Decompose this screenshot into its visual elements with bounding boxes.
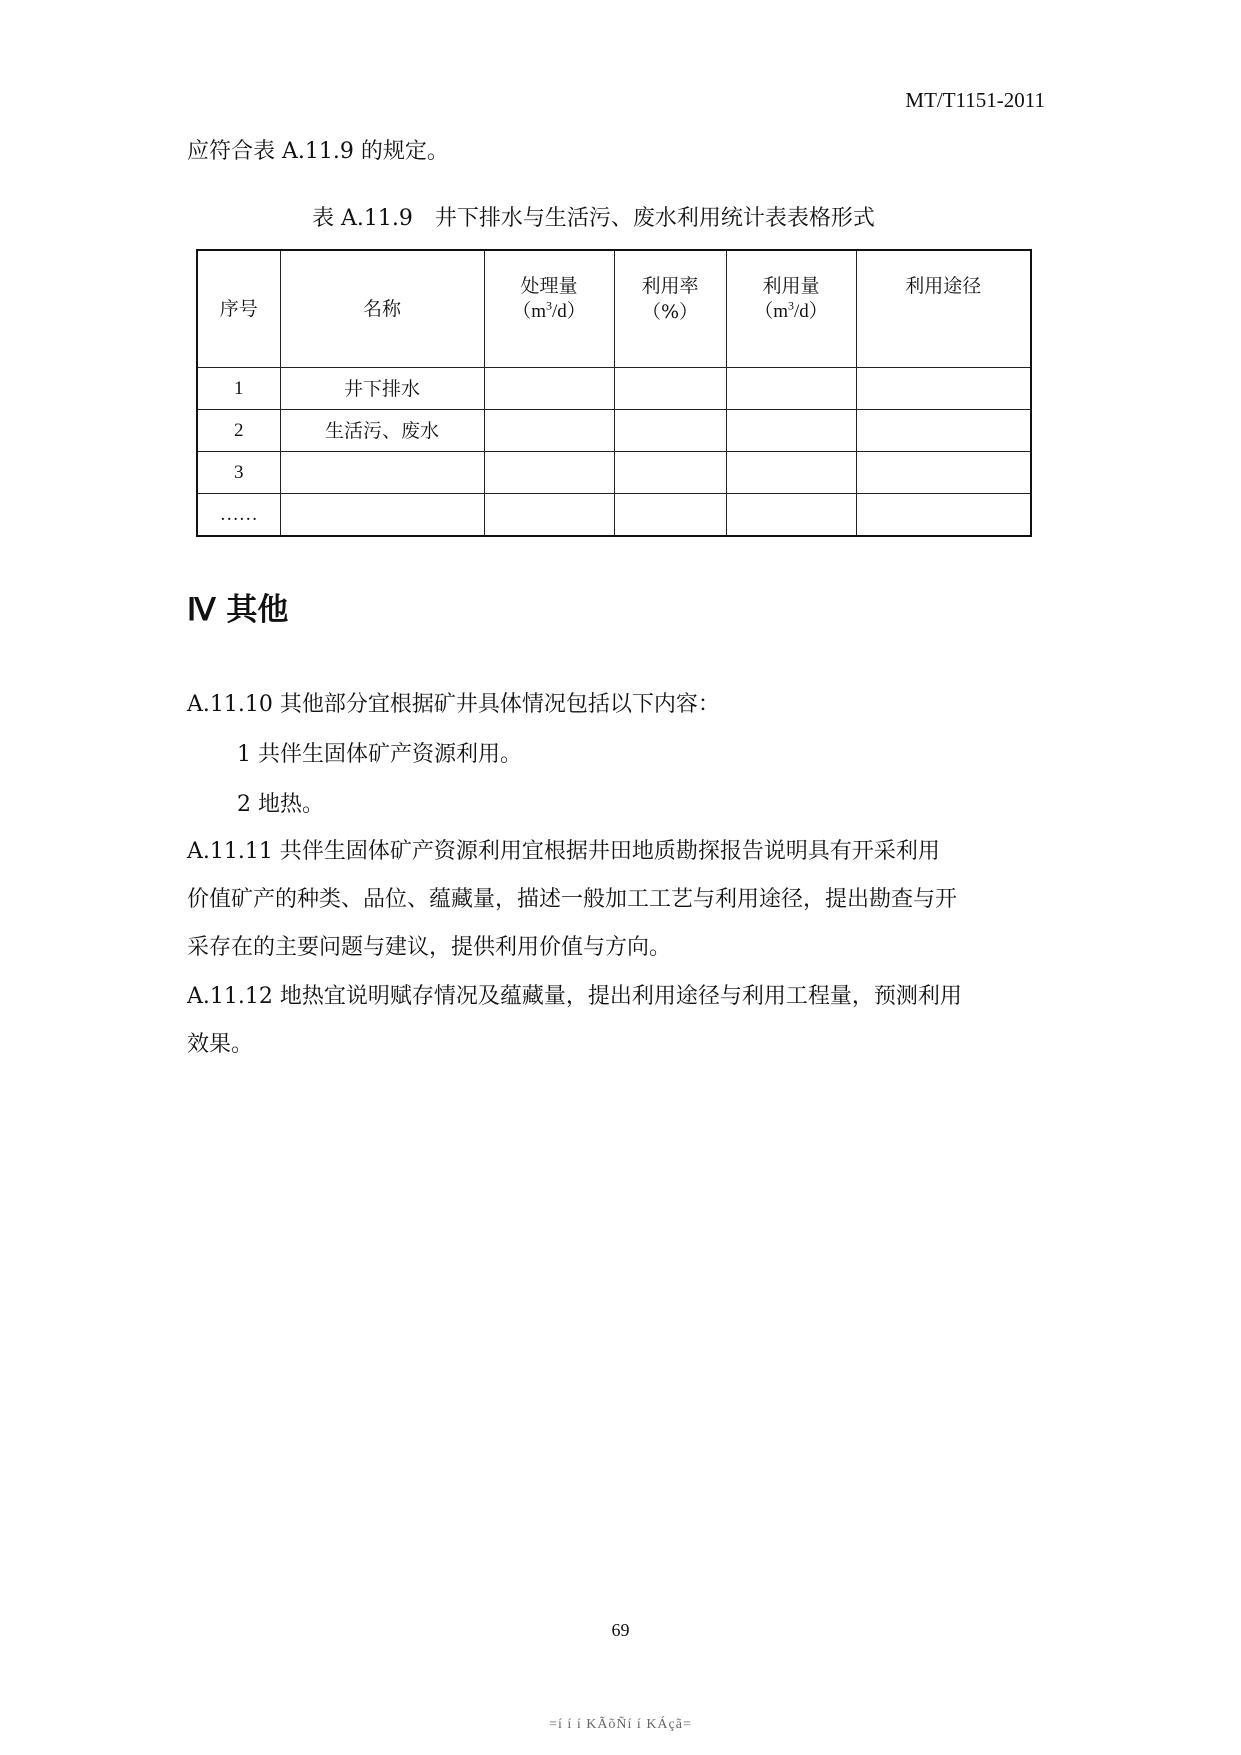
row-index: 2 [197,410,280,452]
row-cell [726,452,856,494]
row-cell [484,410,614,452]
row-cell [726,410,856,452]
row-name [280,494,484,537]
clause-a-11-11-line: 价值矿产的种类、品位、蕴藏量，描述一般加工工艺与利用途径，提出勘查与开 [187,887,958,912]
table-caption [312,201,875,232]
clause-a-11-11-line: A.11.11 共伴生固体矿产资源利用宜根据井田地质勘探报告说明具有开采利用 [187,839,940,864]
row-cell [726,494,856,537]
col-name-header: 名称 [280,250,484,368]
row-cell [614,368,726,410]
row-cell [614,494,726,537]
row-cell [484,368,614,410]
table-caption-id: 表 A.11.9 [312,206,413,231]
col-rate-unit: （%） [641,301,699,323]
row-index: 1 [197,368,280,410]
row-name: 生活污、废水 [280,410,484,452]
col-usage-unit: $(m^3/d)$ [754,298,828,322]
row-cell [856,494,1031,537]
table-header-row [197,250,1031,368]
table-row [197,494,1031,537]
page-number: 69 [611,1620,630,1640]
statistics-table [196,249,1032,537]
intro-line: 应符合表 A.11.9 的规定。 [187,139,449,164]
col-usage-label: 利用量 [762,275,820,297]
row-cell [856,452,1031,494]
col-treatment-unit: $(m^3/d)$ [512,298,586,322]
col-treatment-header [484,250,614,368]
col-rate-header [614,250,726,368]
table-row [197,368,1031,410]
footer-watermark: =í í í KÃõÑí í KÁçã= [549,1717,692,1732]
col-treatment-label: 处理量 [520,275,578,297]
list-item: 1 共伴生固体矿产资源利用。 [237,742,522,767]
section-title: 其他 [226,592,289,628]
row-cell [726,368,856,410]
col-index-header: 序号 [197,250,280,368]
col-rate-label: 利用率 [641,275,699,297]
row-index: 3 [197,452,280,494]
table-row [197,452,1031,494]
col-usage-header [726,250,856,368]
list-item: 2 地热。 [237,792,324,817]
row-name [280,452,484,494]
section-numeral: Ⅳ [187,592,216,627]
row-index: …… [197,494,280,537]
clause-a-11-11-line: 采存在的主要问题与建议，提供利用价值与方向。 [187,935,672,960]
clause-a-11-12-line: 效果。 [187,1032,254,1057]
row-name: 井下排水 [280,368,484,410]
row-cell [856,368,1031,410]
clause-a-11-12-line: A.11.12 地热宜说明赋存情况及蕴藏量，提出利用途径与利用工程量，预测利用 [187,984,962,1009]
table-row [197,410,1031,452]
section-heading [187,584,288,629]
standard-code: MT/T1151-2011 [905,88,1045,112]
col-purpose-header: 利用途径 [856,250,1031,368]
row-cell [856,410,1031,452]
row-cell [614,452,726,494]
table-caption-title: 井下排水与生活污、废水利用统计表表格形式 [434,206,875,231]
row-cell [614,410,726,452]
row-cell [484,452,614,494]
row-cell [484,494,614,537]
clause-a-11-10: A.11.10 其他部分宜根据矿井具体情况包括以下内容： [187,692,720,717]
